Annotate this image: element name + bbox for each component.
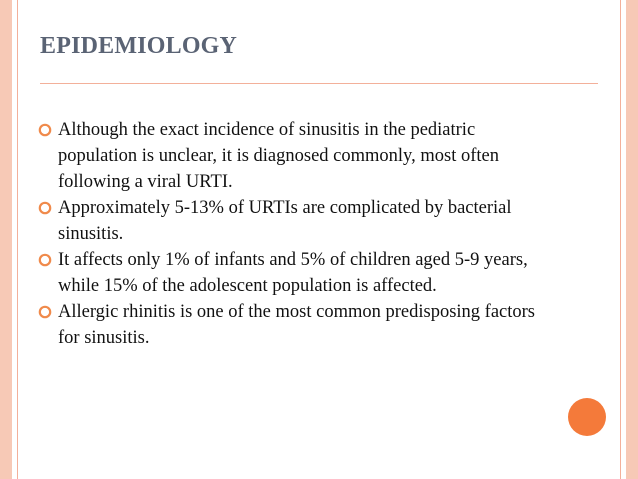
open-circle-bullet-icon	[38, 247, 58, 273]
right-border-decoration	[626, 0, 638, 479]
bullet-item	[38, 117, 538, 195]
left-border-decoration	[0, 0, 12, 479]
bullet-item	[38, 195, 538, 247]
bullet-item	[38, 299, 538, 351]
right-border-line	[620, 0, 621, 479]
bullet-list	[38, 117, 538, 351]
bullet-text: Approximately 5-13% of URTIs are complicated by bacterial sinusitis.	[58, 198, 512, 244]
bullet-item	[38, 247, 538, 299]
bullet-text: It affects only 1% of infants and 5% of children aged 5-9 years, while 15% of the adolescent population is affected.	[58, 250, 528, 296]
bullet-text: Although the exact incidence of sinusitis in the pediatric population is unclear, it is diagnosed commonly, most often following a viral URTI.	[58, 120, 499, 192]
left-border-line	[17, 0, 18, 479]
decorative-orange-circle	[568, 398, 606, 436]
slide-title: EPIDEMIOLOGY	[40, 33, 238, 59]
open-circle-bullet-icon	[38, 195, 58, 221]
title-divider	[40, 83, 598, 84]
open-circle-bullet-icon	[38, 299, 58, 325]
open-circle-bullet-icon	[38, 117, 58, 143]
bullet-text: Allergic rhinitis is one of the most common predisposing factors for sinusitis.	[58, 302, 535, 348]
